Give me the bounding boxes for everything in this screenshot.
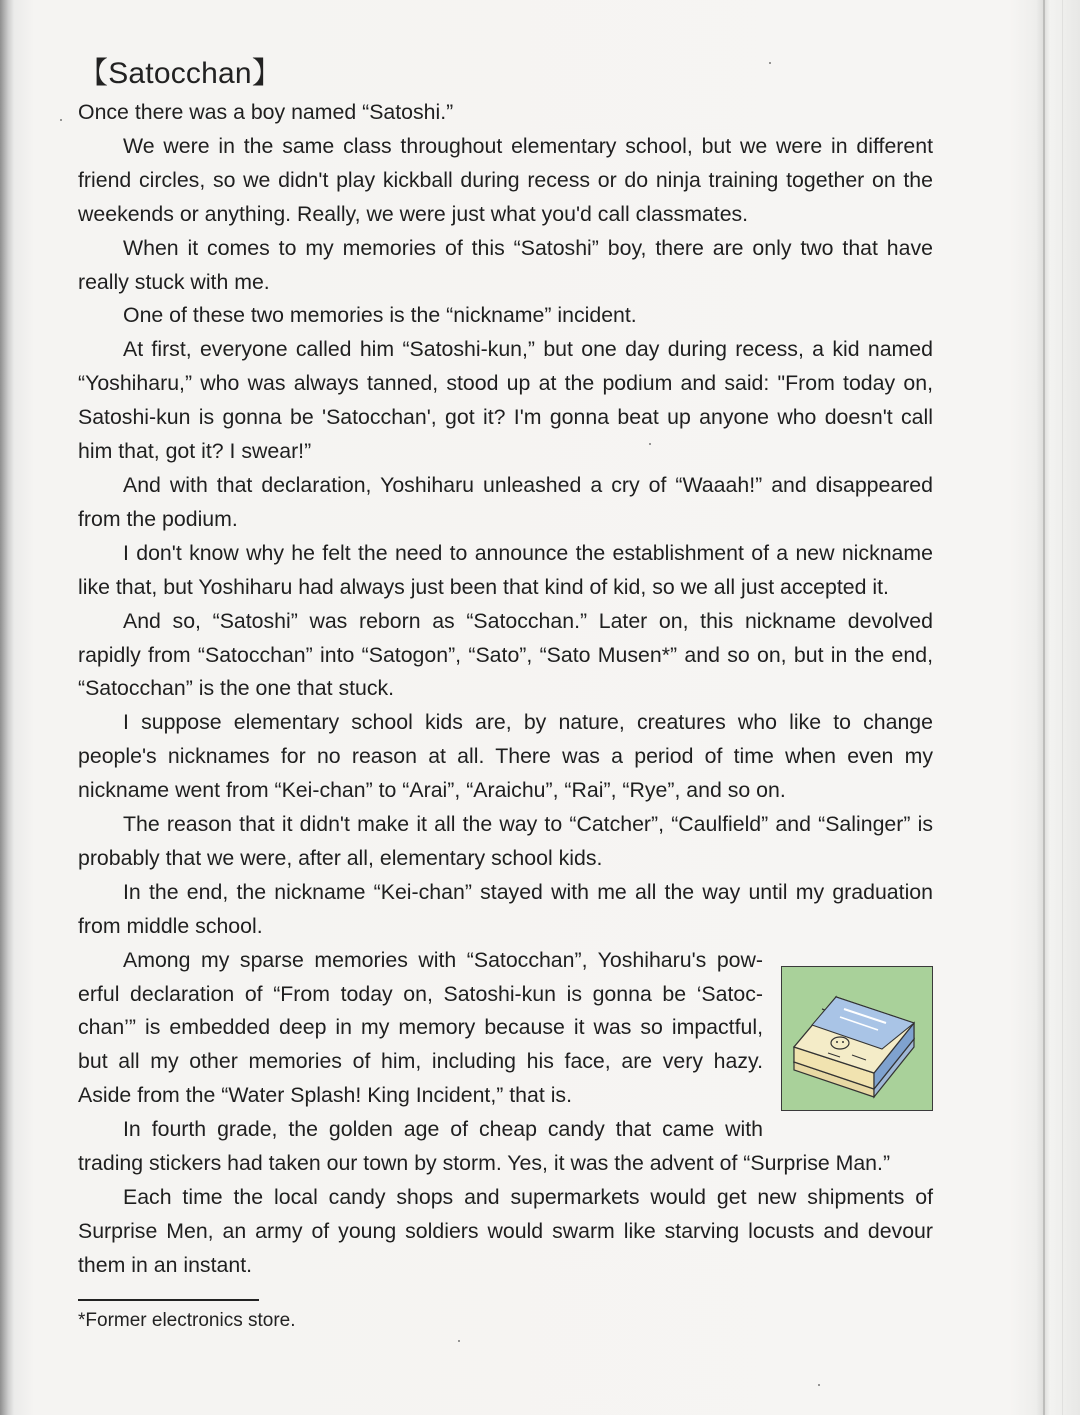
paper-speck (60, 119, 62, 121)
paragraph: At first, everyone called him “Satoshi-kun,” but one day during recess, a kid named “Yoshiharu,” who was always tanned, stood up at the podium and said: "From today on, Satoshi-kun is gonna be 'Satocchan', got it? I'm gonna beat up anyone who doesn't call him that, got it? I swear!” (78, 337, 933, 464)
footnote-divider (78, 1299, 259, 1301)
paragraph: I suppose elementary school kids are, by nature, creatures who like to change people's nicknames for no reason at all. There was a period of time when even my nickname went from “Kei-chan” to “Arai”, “Araichu”, “Rai”, “Rye”, and so on. (78, 710, 933, 803)
paper-speck (769, 62, 771, 64)
footnote: *Former electronics store. (78, 1310, 296, 1331)
paper-speck (458, 1340, 460, 1342)
paragraph: One of these two memories is the “nickname” incident. (123, 303, 637, 328)
section-heading: 【Satocchan】 (78, 57, 282, 90)
page-edge (1043, 0, 1045, 1415)
paper-speck (649, 443, 651, 445)
paragraph: Once there was a boy named “Satoshi.” (78, 100, 454, 124)
paragraph: In the end, the nickname “Kei-chan” stayed with me all the way until my graduation from middle school. (78, 879, 933, 938)
paragraph: I don't know why he felt the need to announce the establishment of a new nickname like that, but Yoshiharu had always just been that kind of kid, so we all just accepted it. (78, 540, 933, 599)
paragraph: Among my sparse memories with “Satocchan”, Yoshiharu's pow-erful declaration of “From today on, Satoshi-kun is gonna be ‘Satoc-chan’” is embedded deep in my memory because it was so impactful, but all my other memories of him, including his face, are very hazy. Aside from the “Water Splash! King Incident,” that is. (78, 947, 763, 1108)
page-edge-inner (1062, 0, 1063, 1415)
paragraph: And with that declaration, Yoshiharu unleashed a cry of “Waaah!” and disappeared from the podium. (78, 472, 933, 531)
paragraph: And so, “Satoshi” was reborn as “Satocchan.” Later on, this nickname devolved rapidly from “Satocchan” into “Satogon”, “Sato”, “Sato Musen*” and so on, but in the end, “Satocchan” is the one that stuck. (78, 608, 933, 701)
body-text (78, 96, 933, 1283)
paragraph: When it comes to my memories of this “Satoshi” boy, there are only two that have really stuck with me. (78, 235, 933, 294)
paragraph: In fourth grade, the golden age of cheap candy that came with trading stickers had taken our town by storm. Yes, it was the advent of “Surprise Man.” (78, 1117, 891, 1176)
book-illustration-icon (781, 966, 933, 1111)
paragraph: We were in the same class throughout elementary school, but we were in different friend circles, so we didn't play kickball during recess or do ninja training together on the weekends or anything. Really, we were just what you'd call classmates. (78, 133, 933, 226)
paragraph: Each time the local candy shops and supermarkets would get new shipments of Surprise Men, an army of young soldiers would swarm like starving locusts and devour them in an instant. (78, 1185, 933, 1277)
paper-speck (818, 1384, 820, 1386)
spine-shadow (0, 0, 14, 1415)
paragraph: The reason that it didn't make it all the way to “Catcher”, “Caulfield” and “Salinger” is probably that we were, after all, elementary school kids. (78, 812, 933, 870)
